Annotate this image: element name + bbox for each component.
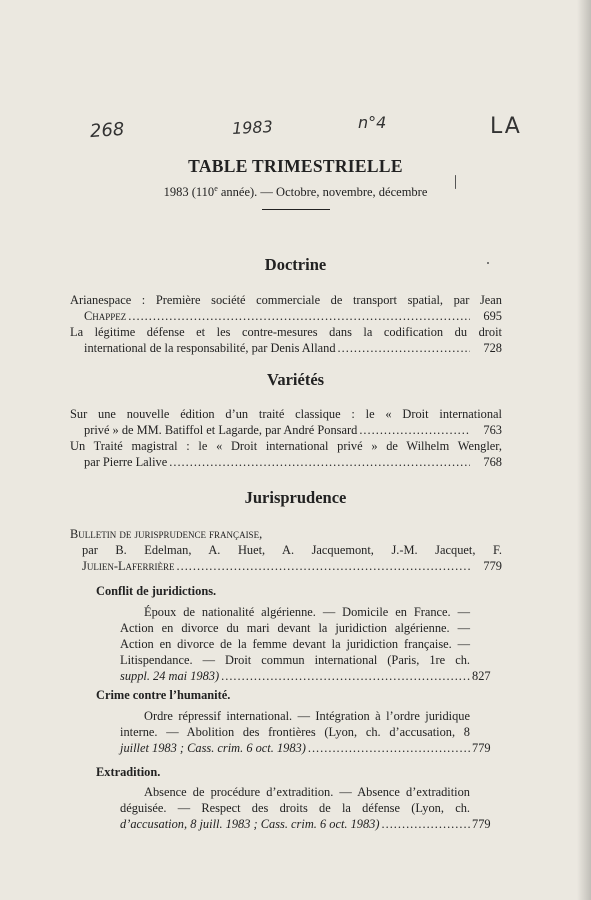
subsection-body: Ordre répressif international. — Intégration à l’ordre juridique interne. — Abolition des frontières (Lyon, ch. d’accusation, 8 juillet 1983 ; Cass. crim. 6 oct. 1983) ..... 779 bbox=[120, 708, 502, 756]
toc-entry: Un Traité magistral : le « Droit international privé » de Wilhelm Wengler, par Pierre Lalive ..... 768 bbox=[70, 438, 502, 470]
subsection-heading: Crime contre l’humanité. bbox=[96, 688, 231, 702]
toc-entry: La légitime défense et les contre-mesures dans la codification du droit international de la responsabilité, par Denis Alland ..... 728 bbox=[70, 324, 502, 356]
page-number: 779 bbox=[472, 817, 491, 831]
toc-entry: Arianespace : Première société commerciale de transport spatial, par Jean Chappez ..... 695 bbox=[70, 292, 502, 324]
page-number: 728 bbox=[483, 341, 502, 355]
page-number: 695 bbox=[483, 309, 502, 323]
page-number: 768 bbox=[483, 455, 502, 469]
section-heading-varietes: Variétés bbox=[266, 370, 325, 389]
title-divider bbox=[262, 209, 330, 210]
handwritten-issue: n°4 bbox=[358, 113, 387, 132]
subsection-heading: Conflit de juridictions. bbox=[96, 584, 217, 598]
page-number: 827 bbox=[472, 669, 491, 683]
page-title: TABLE TRIMESTRIELLE bbox=[188, 156, 403, 176]
toc-entry: Sur une nouvelle édition d’un traité classique : le « Droit international privé » de MM. Batiffol et Lagarde, par André Ponsard ..... 763 bbox=[70, 406, 502, 438]
handwritten-ref-number: 268 bbox=[89, 118, 126, 143]
handwritten-year: 1983 bbox=[231, 116, 274, 139]
handwritten-initials: LA bbox=[490, 114, 522, 139]
subsection-body: Époux de nationalité algérienne. — Domicile en France. — Action en divorce du mari devant la juridiction algérienne. — Action en divorce de la femme devant la juridiction française. — Litispendance. — Droit commun international (Paris, 1re ch. suppl. 24 mai 1983) ..... 827 bbox=[120, 604, 502, 684]
subsection-body: Absence de procédure d’extradition. — Absence d’extradition déguisée. — Respect des droits de la défense (Lyon, ch. d’accusation, 8 juill. 1983 ; Cass. crim. 6 oct. 1983) ..... 779 bbox=[120, 784, 502, 832]
section-heading-doctrine: Doctrine bbox=[264, 255, 327, 274]
page-subtitle: 1983 (110e année). — Octobre, novembre, décembre bbox=[163, 184, 428, 200]
page-edge-shadow bbox=[577, 0, 591, 900]
subsection-heading: Extradition. bbox=[96, 765, 161, 779]
page-number: 779 bbox=[472, 741, 491, 755]
page-number: 779 bbox=[483, 559, 502, 573]
page-number: 763 bbox=[483, 423, 502, 437]
section-heading-jurisprudence: Jurisprudence bbox=[244, 488, 347, 507]
toc-entry-bulletin: Bulletin de jurisprudence française, par B. Edelman, A. Huet, A. Jacquemont, J.-M. Jacquet, F. Julien-Laferrière ..... 779 bbox=[70, 526, 502, 574]
